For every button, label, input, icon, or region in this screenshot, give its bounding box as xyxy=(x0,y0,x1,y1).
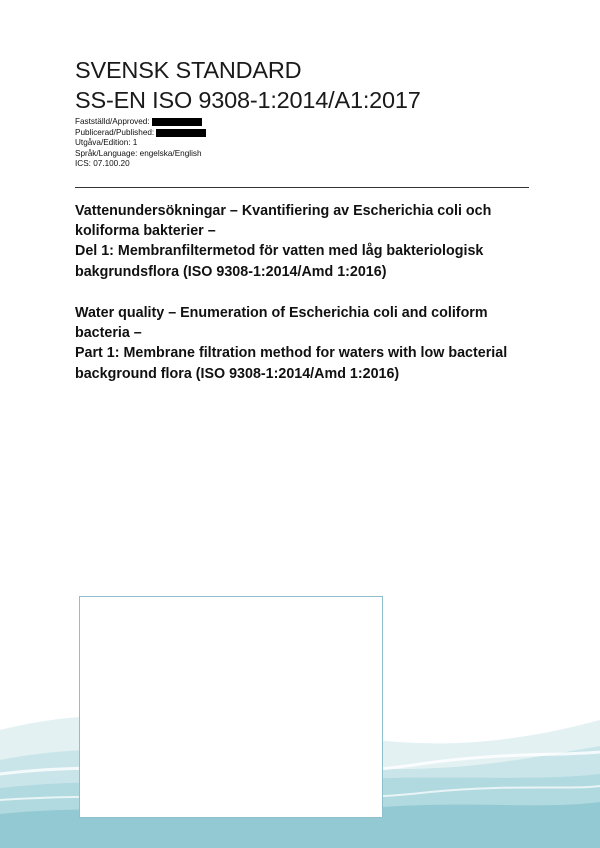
approved-row xyxy=(75,117,206,128)
ics-row: ICS: 07.100.20 xyxy=(75,159,130,169)
english-title-line: Part 1: Membrane filtration method for waters with low bacterial xyxy=(75,345,508,362)
swedish-title-line: koliforma bakterier – xyxy=(75,223,216,240)
swedish-title-line: Del 1: Membranfiltermetod för vatten med låg bakteriologisk xyxy=(75,243,484,260)
published-row xyxy=(75,128,206,139)
standard-designation: SS-EN ISO 9308-1:2014/A1:2017 xyxy=(75,87,421,113)
standard-header xyxy=(75,55,421,115)
published-label: Publicerad/Published: xyxy=(75,127,155,137)
english-title xyxy=(75,303,535,384)
english-title-line: background flora (ISO 9308-1:2014/Amd 1:2016) xyxy=(75,365,400,382)
english-title-line: Water quality – Enumeration of Escherichia coli and coliform xyxy=(75,305,488,321)
edition-row: Utgåva/Edition: 1 xyxy=(75,138,138,148)
language-row: Språk/Language: engelska/English xyxy=(75,148,202,158)
approved-label: Fastställd/Approved: xyxy=(75,117,150,126)
standard-type: SVENSK STANDARD xyxy=(75,57,302,83)
cover-image-frame xyxy=(79,596,383,818)
metadata-block xyxy=(75,117,206,170)
swedish-title xyxy=(75,201,535,282)
published-redaction xyxy=(156,129,206,137)
swedish-title-line: Vattenundersökningar – Kvantifiering av Escherichia coli och xyxy=(75,203,492,219)
header-divider xyxy=(75,187,529,188)
english-title-line: bacteria – xyxy=(75,325,142,342)
approved-redaction xyxy=(152,118,202,126)
swedish-title-line: bakgrundsflora (ISO 9308-1:2014/Amd 1:2016) xyxy=(75,263,387,280)
